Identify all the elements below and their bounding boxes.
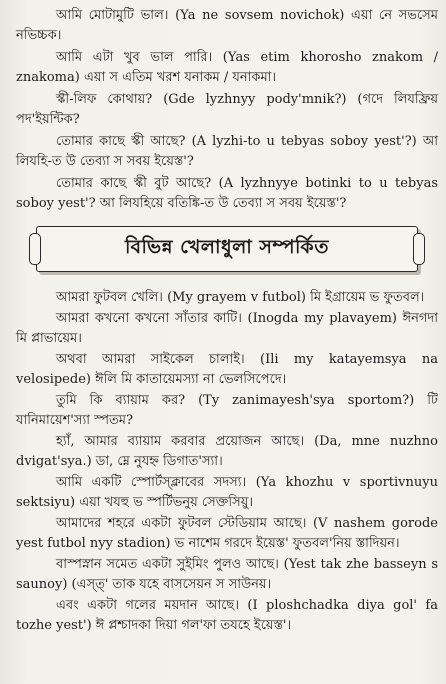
section-heading: বিভিন্ন খেলাধুলা সম্পর্কিত — [125, 236, 329, 258]
sports-phrases-section — [16, 288, 438, 636]
phrase-paragraph: আমি এটা খুব ভাল পারি। (Yas etim khorosho znakom / znakoma) এয়া স এতিম খরশ যনাকম / যনাকমা। — [16, 50, 438, 85]
section-heading-scroll-banner — [36, 226, 418, 272]
phrase-paragraph: আমি মোটামুটি ভাল। (Ya ne sovsem novichok) এয়া নে সভসেম নভিচ্চক। — [16, 8, 438, 43]
phrase-paragraph: তুমি কি ব্যায়াম কর? (Ty zanimayesh'sya sportom?) টি যানিমায়েশ'স্যা স্পতম? — [16, 393, 438, 428]
phrase-paragraph: আমরা ফুটবল খেলি। (My grayem v futbol) মি ইগ্রায়েম ভ ফুতবল। — [56, 290, 425, 305]
phrase-paragraph: তোমার কাছে স্কী আছে? (A lyzhi-to u tebyas soboy yest'?) আ লিযহি-ত উ তেব্যা স সবয় ইয়েস্ত'? — [16, 134, 438, 169]
phrase-paragraph: আমাদের শহরে একটা ফুটবল স্টেডিয়াম আছে। (V nashem gorode yest futbol nyy stadion) ভ নাশেম গরদে ইয়েস্ত' ফুতবল'নিয় স্তাদিয়ন। — [16, 516, 438, 551]
phrase-paragraph: আমি একটি স্পোর্টস্‌ক্লাবের সদস্য। (Ya khozhu v sportivnuyu sektsiyu) এয়া খযহু ভ স্পর্টিভনুয় সেক্তসিয়ু। — [16, 475, 438, 510]
phrase-paragraph: বাস্পস্নান সমেত একটা সুইমিং পুলও আছে। (Yest tak zhe basseyn s saunoy) (এস্ত্' তাক যহে বাসসেয়ন স সাউনয়। — [16, 557, 438, 592]
phrase-paragraph: আমরা কখনো কখনো সাঁতার কাটি। (Inogda my plavayem) ঈনগদা মি প্লাভায়েম। — [16, 311, 438, 346]
phrase-paragraph: হ্যাঁ, আমার ব্যায়াম করবার প্রয়োজন আছে। (Da, mne nuzhno dvigat'sya.) ডা, ম্নে নুযহ্ন ডিগাত'স্যা। — [16, 434, 438, 469]
phrase-paragraph: এবং একটা গলের ময়দান আছে। (I ploshchadka diya gol' fa tozhe yest') ঈ প্লশ্চাদকা দিয়া গল'ফা তযহে ইয়েস্ত'। — [16, 598, 438, 633]
skiing-phrases-section — [16, 6, 438, 214]
phrase-paragraph: স্কী-লিফ কোথায়? (Gde lyzhnyy pody'mnik?) (গদে লিযফ্রিয় পদ'ইয়ন্টিক? — [16, 92, 438, 127]
phrase-paragraph: অথবা আমরা সাইকেল চালাই। (Ili my katayemsya na velosipede) ঈলি মি কাতায়েমস্যা না ভেলসিপেদে। — [16, 352, 438, 387]
phrase-paragraph: তোমার কাছে স্কী বুট আছে? (A lyzhnyye botinki to u tebyas soboy yest'? আ লিযহিয়ে বতিঙ্কি-ত উ তেব্যা স সবয় ইয়েস্ত'? — [16, 176, 438, 211]
